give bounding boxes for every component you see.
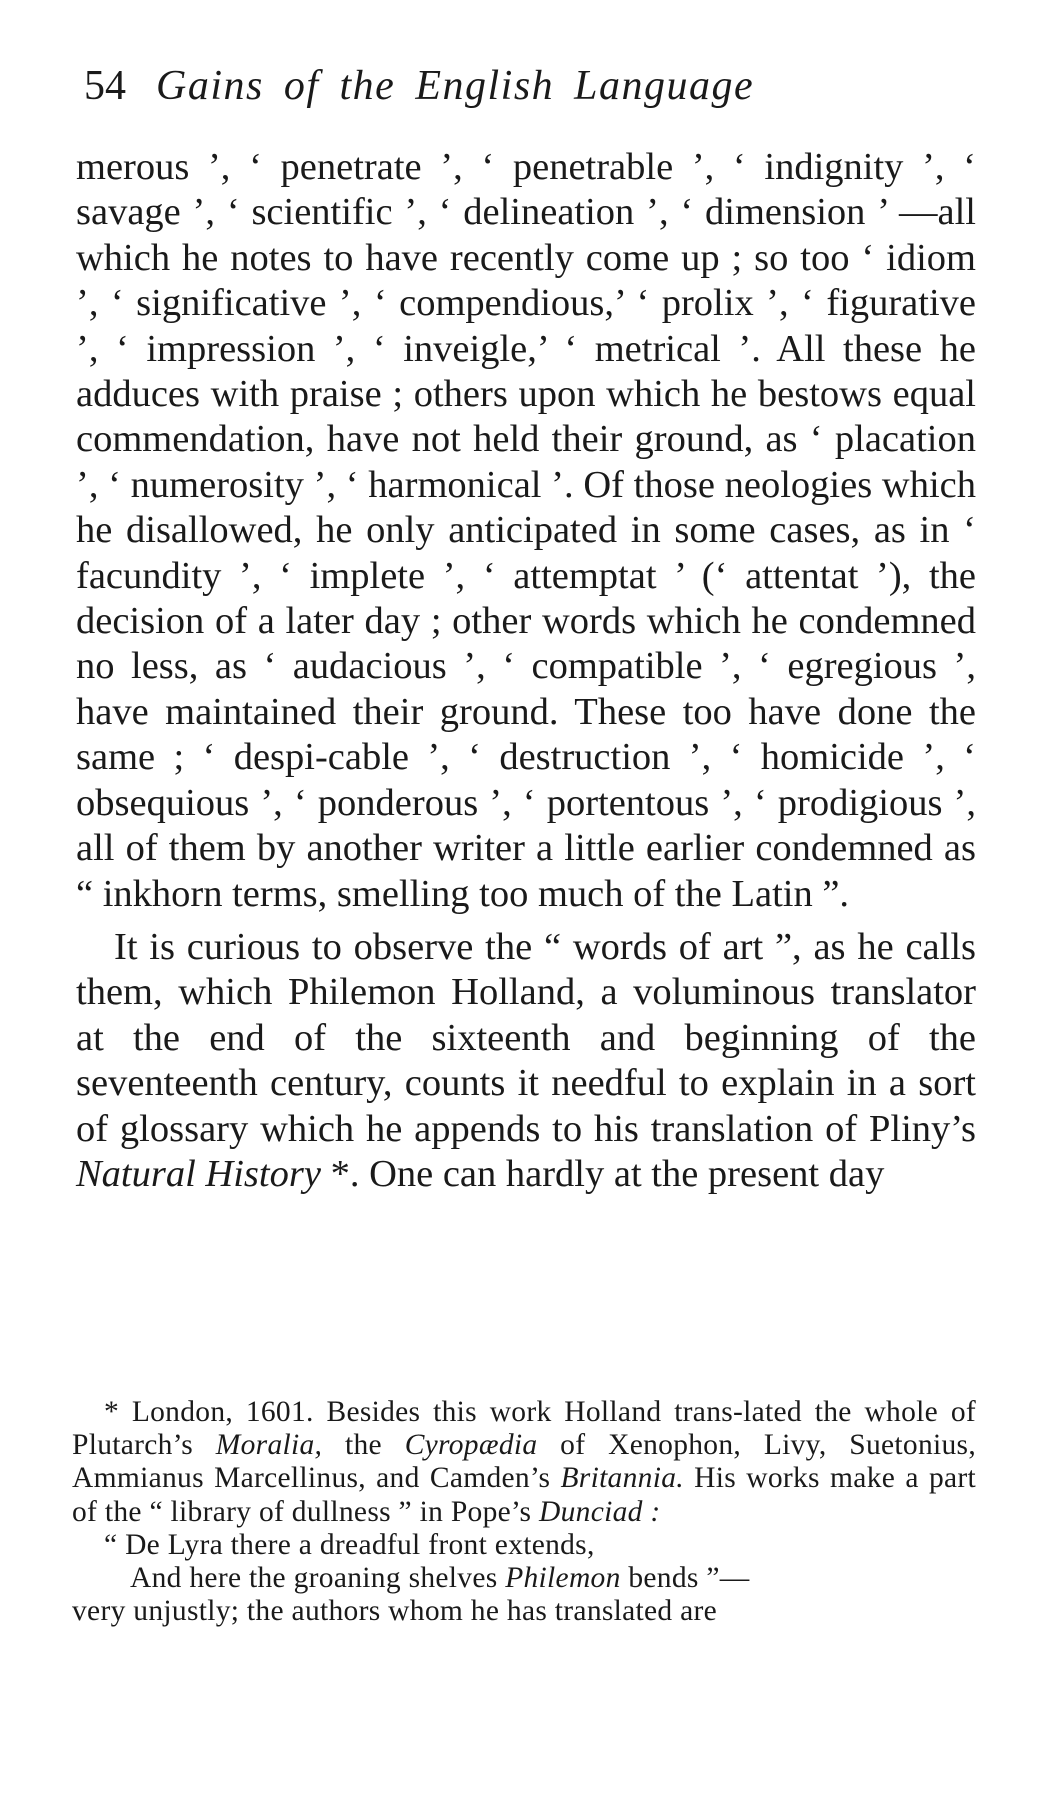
italic-title-cyropaedia: Cyropædia — [404, 1429, 538, 1462]
verse-segment: bends ”— — [620, 1562, 750, 1595]
italic-title-dunciad: Dunciad : — [539, 1495, 661, 1528]
italic-title-britannia: Britannia. — [560, 1462, 684, 1495]
paragraph-2-tail: *. One can hardly at the present day — [320, 1152, 885, 1195]
italic-title-natural-history: Natural History — [76, 1152, 321, 1195]
paragraph-2-text: It is curious to observe the “ words of art ”, as he calls them, which Philemon Holland, a voluminous translator at the end of the sixteenth and beginning of the seventeenth century, counts it needful to explain in a sort of glossary which he appends to his translation of Pliny’s — [76, 925, 976, 1150]
main-text — [76, 145, 976, 1197]
running-title: Gains of the English Language — [156, 63, 755, 109]
verse-line-2 — [72, 1562, 976, 1595]
paragraph-2 — [76, 925, 976, 1197]
running-header — [84, 62, 754, 110]
italic-name-philemon: Philemon — [505, 1562, 621, 1595]
footnote-segment: His works make a part of the “ library of dullness ” in Pope’s — [72, 1462, 977, 1528]
italic-title-moralia: Moralia, — [215, 1429, 323, 1462]
footnote-segment: the — [322, 1429, 405, 1462]
footnote-tail: very unjustly; the authors whom he has translated are — [72, 1595, 718, 1628]
page-number: 54 — [84, 63, 126, 109]
paragraph-1: merous ’, ‘ penetrate ’, ‘ penetrable ’, ‘ indignity ’, ‘ savage ’, ‘ scientific ’, ‘ delineation ’, ‘ dimension ’ —all which he notes to have recently come up ; so too ‘ idiom ’, ‘ significative ’, ‘ compendious,’ ‘ prolix ’, ‘ figurative ’, ‘ impression ’, ‘ inveigle,’ ‘ metrical ’. All these he adduces with praise ; others upon which he bestows equal commendation, have not held their ground, as ‘ placation ’, ‘ numerosity ’, ‘ harmonical ’. Of those neologies which he disallowed, he only anticipated in some cases, as in ‘ facundity ’, ‘ implete ’, ‘ attemptat ’ (‘ attentat ’), the decision of a later day ; other words which he condemned no less, as ‘ audacious ’, ‘ compatible ’, ‘ egregious ’, have maintained their ground. These too have done the same ; ‘ despi-cable ’, ‘ destruction ’, ‘ homicide ’, ‘ obsequious ’, ‘ ponderous ’, ‘ portentous ’, ‘ prodigious ’, all of them by another writer a little earlier condemned as “ inkhorn terms, smelling too much of the Latin ”. — [76, 146, 976, 915]
verse-segment: And here the groaning shelves — [130, 1562, 506, 1595]
footnote-text — [72, 1396, 976, 1529]
footnote-segment: * London, 1601. Besides this work Holland trans-lated the whole of Plutarch’s — [72, 1396, 976, 1462]
footnote — [72, 1396, 976, 1628]
footnote-segment: of Xenophon, Livy, Suetonius, Ammianus Marcellinus, and Camden’s — [72, 1429, 976, 1495]
verse-line-1: “ De Lyra there a dreadful front extends, — [104, 1528, 595, 1561]
